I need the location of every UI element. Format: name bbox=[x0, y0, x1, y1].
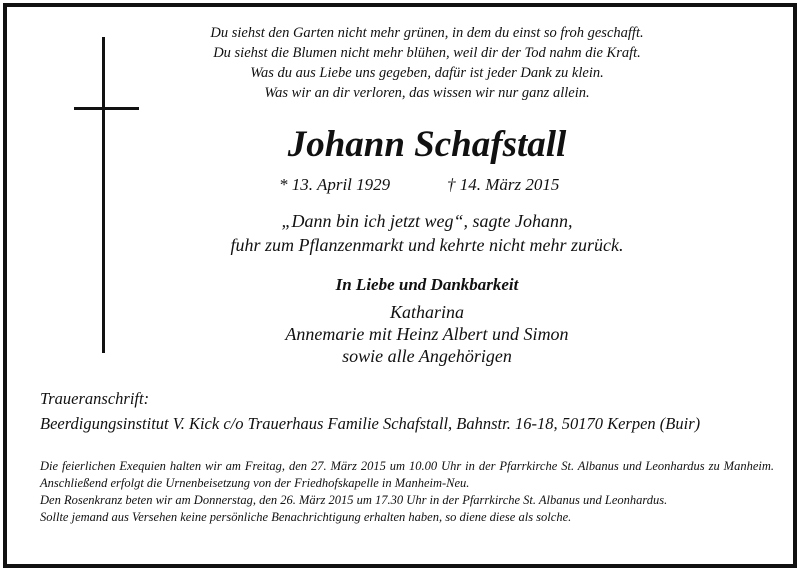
mourners-list bbox=[187, 301, 667, 367]
mourner-line: sowie alle Angehörigen bbox=[342, 346, 512, 366]
quote-line: „Dann bin ich jetzt weg“, sagte Johann, bbox=[281, 211, 573, 231]
mourner-line: Katharina bbox=[389, 302, 464, 322]
poem bbox=[137, 23, 717, 103]
deceased-name: Johann Schafstall bbox=[287, 124, 567, 165]
cross-icon-vertical-bar bbox=[102, 37, 105, 353]
obituary-frame bbox=[3, 3, 797, 568]
address-text: Beerdigungsinstitut V. Kick c/o Trauerhaus Familie Schafstall, Bahnstr. 16-18, 50170 Kerpen (Buir) bbox=[40, 414, 701, 433]
cross-icon-horizontal-bar bbox=[74, 107, 139, 110]
mourner-line: Annemarie mit Heinz Albert und Simon bbox=[285, 324, 569, 344]
quote-line: fuhr zum Pflanzenmarkt und kehrte nicht mehr zurück. bbox=[230, 235, 624, 255]
notes-paragraph: Die feierlichen Exequien halten wir am Freitag, den 27. März 2015 um 10.00 Uhr in der Pfarrkirche St. Albanus und Leonhardus zu Manheim. Anschließend erfolgt die Urnenbeisetzung von der Friedhofskapelle in Manheim-Neu. bbox=[40, 459, 774, 490]
poem-line: Du siehst den Garten nicht mehr grünen, in dem du einst so froh geschafft. bbox=[210, 25, 644, 41]
ceremony-notes bbox=[40, 458, 774, 526]
notes-paragraph: Sollte jemand aus Versehen keine persönliche Benachrichtigung erhalten haben, so diene diese als solche. bbox=[40, 510, 572, 524]
poem-line: Was du aus Liebe uns gegeben, dafür ist jeder Dank zu klein. bbox=[250, 65, 604, 81]
birth-date: * 13. April 1929 bbox=[279, 175, 391, 194]
poem-line: Was wir an dir verloren, das wissen wir nur ganz allein. bbox=[264, 85, 590, 101]
notes-paragraph: Den Rosenkranz beten wir am Donnerstag, den 26. März 2015 um 17.30 Uhr in der Pfarrkirche St. Albanus und Leonhardus. bbox=[40, 493, 668, 507]
death-date: † 14. März 2015 bbox=[447, 175, 560, 194]
address-label: Traueranschrift: bbox=[40, 389, 150, 408]
quote bbox=[137, 209, 717, 257]
dedication: In Liebe und Dankbarkeit bbox=[335, 275, 519, 294]
poem-line: Du siehst die Blumen nicht mehr blühen, weil dir der Tod nahm die Kraft. bbox=[213, 45, 641, 61]
